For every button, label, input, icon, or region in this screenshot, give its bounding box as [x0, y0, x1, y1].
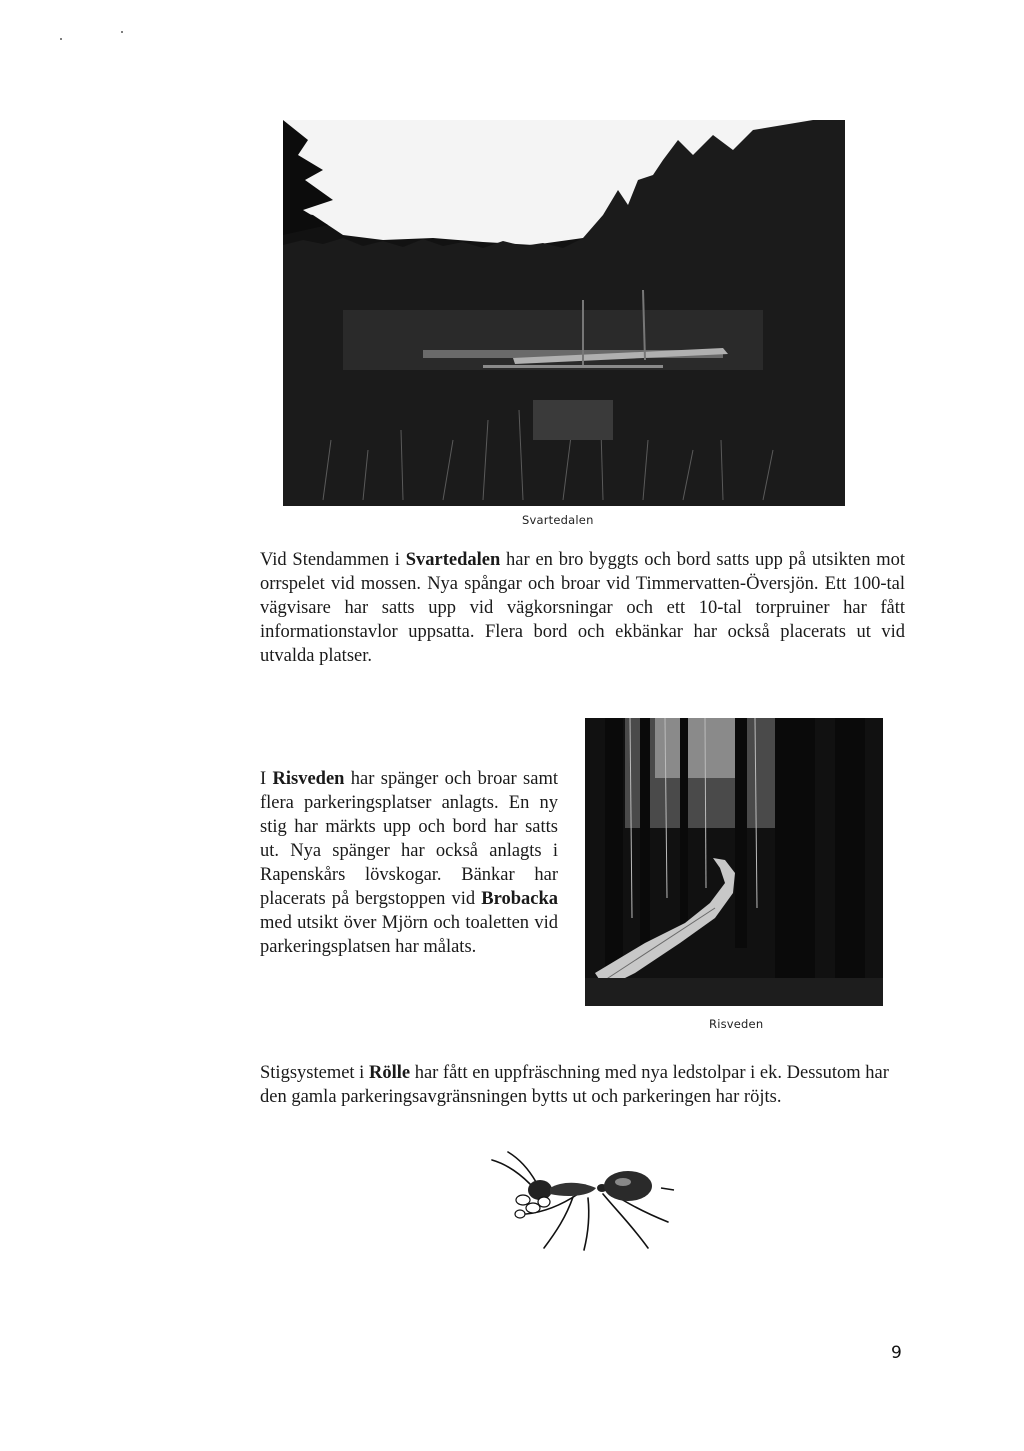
paragraph-svartedalen: Vid Stendammen i Svartedalen har en bro byggts och bord satts upp på utsikten mot orrspelet vid mossen. Nya spångar och broar vid Timmervatten-Översjön. Ett 100-tal vägvisare har satts upp vid vägkorsningar och ett 10-tal torpruiner har fått informationstavlor uppsatta. Flera bord och ekbänkar har också placerats ut vid utvalda platser. — [260, 550, 906, 666]
place-name-svartedalen: Svartedalen — [405, 550, 501, 570]
ant-illustration — [478, 1142, 688, 1254]
place-name-risveden: Risveden — [272, 769, 345, 789]
place-name-brobacka: Brobacka — [481, 889, 558, 909]
scan-speck — [121, 31, 123, 33]
place-name-rolle: Rölle — [368, 1063, 411, 1083]
paragraph-rolle: Stigsystemet i Rölle har fått en uppfräschning med nya ledstolpar i ek. Dessutom har den gamla parkeringsavgränsningen bytts ut och parkeringen har röjts. — [260, 1063, 889, 1107]
risveden-photo — [585, 718, 883, 1006]
scan-speck — [60, 38, 62, 40]
paragraph-risveden: I Risveden har spänger och broar samt flera parkeringsplatser anlagts. En ny stig har märkts upp och bord har satts ut. Nya spänger har också anlagts i Rapenskårs lövskogar. Bänkar har placerats på bergstoppen vid Brobacka med utsikt över Mjörn och toaletten vid parkeringsplatsen har målats. — [260, 769, 558, 957]
svartedalen-photo — [283, 120, 845, 506]
svartedalen-caption: Svartedalen — [522, 513, 594, 527]
page-number: 9 — [891, 1343, 902, 1363]
risveden-caption: Risveden — [709, 1017, 764, 1031]
